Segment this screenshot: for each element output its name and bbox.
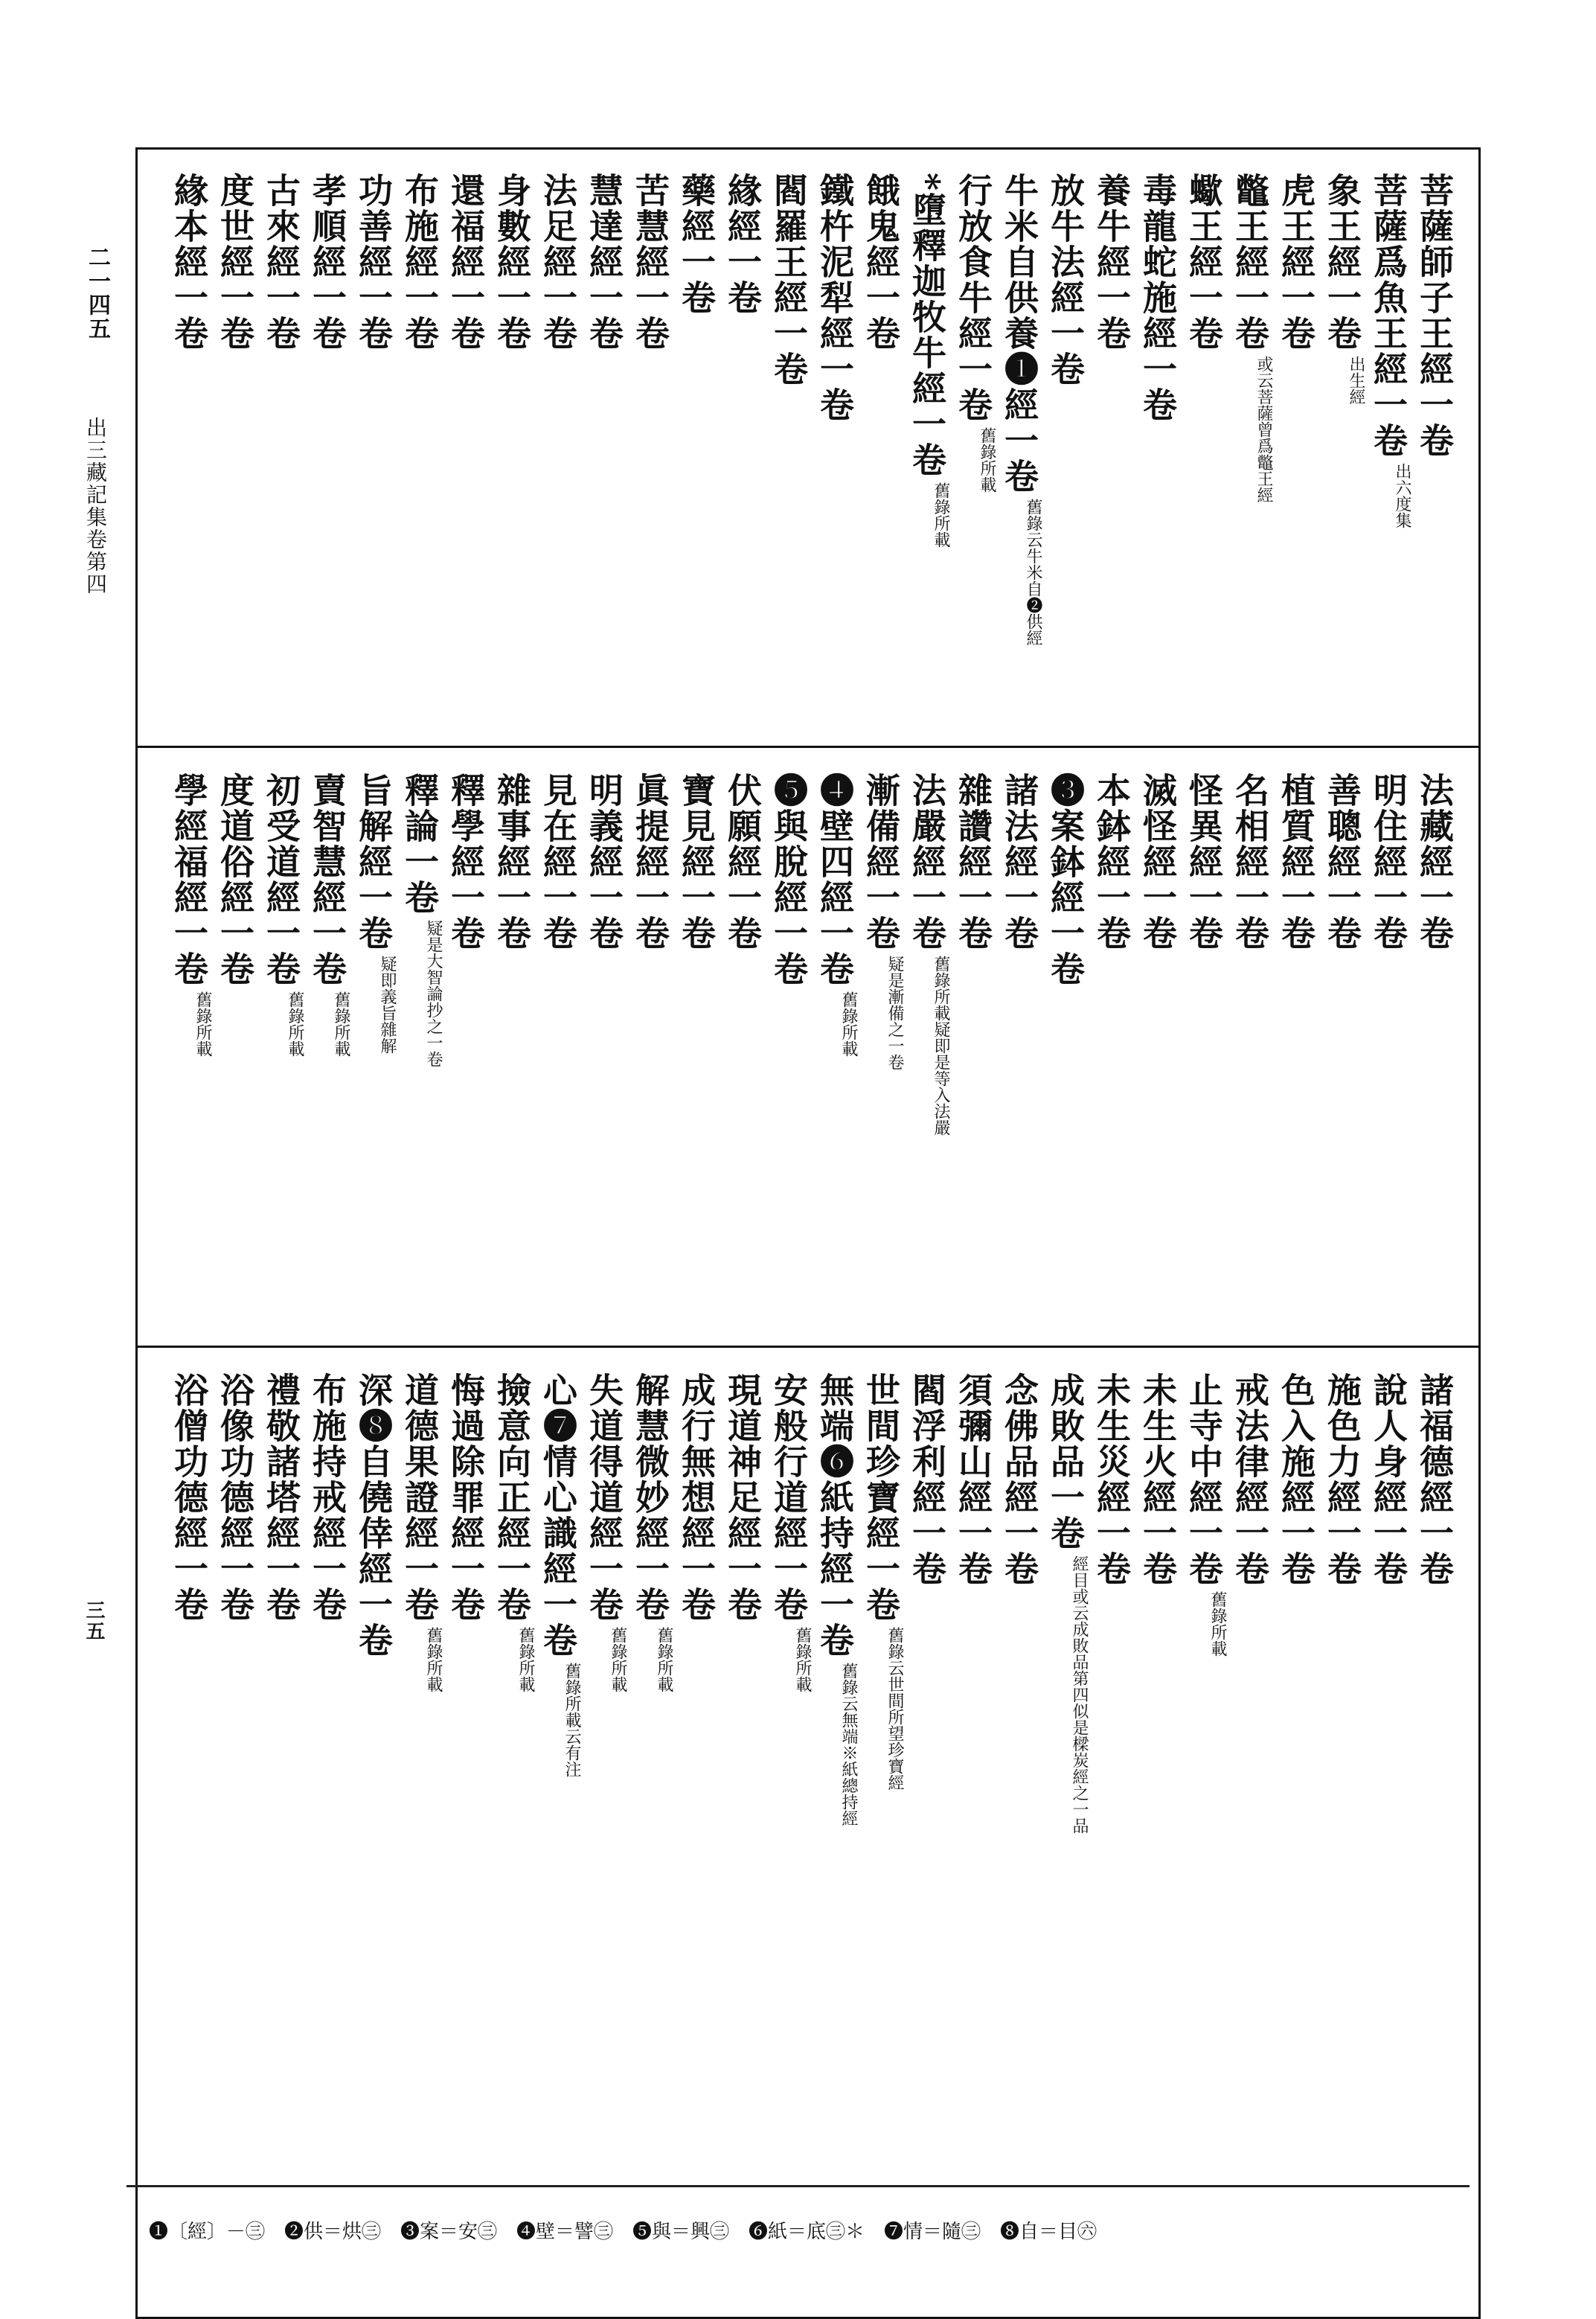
entry-title: 現道神足經一卷	[722, 1372, 763, 1622]
entry-note: 舊錄所載	[1208, 1591, 1227, 1657]
entry-column	[1135, 173, 1180, 738]
entry-title: 本鉢經一卷	[1092, 773, 1132, 951]
entry-column	[951, 773, 996, 1338]
entry-column	[167, 1372, 211, 2312]
entry-column	[1320, 173, 1365, 738]
entry-column	[628, 773, 673, 1338]
entry-title: 初受道經一卷	[261, 773, 301, 987]
entry-note: 舊錄所載	[839, 991, 858, 1057]
entry-column	[674, 173, 719, 738]
entry-column	[766, 173, 811, 738]
entry-title: ❺與脫經一卷	[769, 773, 809, 987]
entry-title: 戒法律經一卷	[1230, 1372, 1270, 1587]
entry-title: 寶見經一卷	[676, 773, 717, 951]
entry-column	[582, 773, 626, 1338]
entry-column	[859, 1372, 903, 2312]
entry-note: 舊錄所載	[978, 427, 996, 493]
entry-title: 色入施經一卷	[1276, 1372, 1316, 1587]
entry-column	[443, 773, 488, 1338]
entry-note: 疑是漸備之一卷	[885, 956, 904, 1070]
entry-title: 旨解經一卷	[353, 773, 394, 951]
entry-title: 止寺中經一卷	[1184, 1372, 1224, 1587]
entry-title: 菩薩師子王經一卷	[1414, 173, 1455, 458]
entry-title: 道德果證經一卷	[400, 1372, 440, 1622]
entry-column	[1274, 173, 1318, 738]
entry-column	[167, 773, 211, 1338]
entry-title: 鐵杵泥犁經一卷	[815, 173, 855, 423]
side-number: 三五	[83, 1600, 105, 1642]
entry-note: 舊錄所載疑即是等入法嚴	[932, 956, 950, 1136]
entry-column	[720, 173, 765, 738]
entry-title: 緣本經一卷	[169, 173, 209, 351]
entry-column	[536, 773, 580, 1338]
entry-column	[1182, 173, 1226, 738]
entry-title: 解慧微妙經一卷	[630, 1372, 670, 1622]
entry-note: 舊錄所載	[424, 1627, 443, 1692]
entry-column	[674, 1372, 719, 2312]
entry-title: 善聰經一卷	[1322, 773, 1362, 951]
entry-title: 苦慧經一卷	[630, 173, 670, 351]
entry-title: 施色力經一卷	[1322, 1372, 1362, 1587]
entry-note: 經目或云成敗品第四似是樑炭經之一品	[1070, 1555, 1089, 1834]
entry-title: 學經福經一卷	[169, 773, 209, 987]
entry-title: 見在經一卷	[538, 773, 578, 951]
entry-column	[259, 173, 304, 738]
entry-column	[1412, 773, 1457, 1338]
entry-column	[213, 1372, 257, 2312]
entry-column	[859, 173, 903, 738]
entry-column	[536, 173, 580, 738]
entry-column	[1412, 1372, 1457, 2312]
entry-title: *墮釋迦牧牛經一卷	[907, 173, 947, 479]
entry-title: 心❼情心識經一卷	[538, 1372, 578, 1658]
entry-note: 疑是大智論抄之一卷	[424, 920, 443, 1067]
entry-title: 眞提經一卷	[630, 773, 670, 951]
entry-column	[905, 1372, 949, 2312]
entry-title: 養牛經一卷	[1092, 173, 1132, 351]
entry-column	[1274, 773, 1318, 1338]
entry-note: 舊錄所載	[193, 991, 212, 1057]
entry-column	[305, 173, 350, 738]
entry-title: 明住經一卷	[1368, 773, 1408, 951]
entry-column	[536, 1372, 580, 2312]
entry-column	[351, 1372, 396, 2312]
entry-title: 諸福德經一卷	[1414, 1372, 1455, 1587]
entry-note: 或云菩薩曾爲鼈王經	[1254, 356, 1273, 503]
entry-column	[997, 773, 1042, 1338]
entry-note: 出六度集	[1393, 463, 1411, 528]
entry-note: 舊錄所載	[516, 1627, 535, 1692]
entry-column	[1089, 173, 1134, 738]
book-title: 出三藏記集卷第四	[83, 417, 108, 595]
entry-title: 身數經一卷	[492, 173, 532, 351]
entry-column	[259, 773, 304, 1338]
entry-note: 舊錄所載	[932, 482, 950, 548]
entry-column	[905, 173, 949, 738]
entry-column	[213, 173, 257, 738]
entry-title: 安般行道經一卷	[769, 1372, 809, 1622]
entry-title: 古來經一卷	[261, 173, 301, 351]
entry-column	[351, 173, 396, 738]
entry-column	[766, 773, 811, 1338]
entry-column	[628, 173, 673, 738]
entry-column	[490, 1372, 534, 2312]
entry-title: 念佛品經一卷	[999, 1372, 1039, 1587]
entry-title: 孝順經一卷	[307, 173, 347, 351]
entry-title: 浴像功德經一卷	[215, 1372, 255, 1622]
entry-title: 成行無想經一卷	[676, 1372, 717, 1622]
entry-column	[1043, 1372, 1088, 2312]
entry-column	[951, 173, 996, 738]
entry-title: 度道俗經一卷	[215, 773, 255, 987]
entry-column	[397, 773, 442, 1338]
entry-title: ❸案鉢經一卷	[1045, 773, 1086, 987]
entry-column	[1366, 1372, 1411, 2312]
entry-column	[1274, 1372, 1318, 2312]
entry-title: 無端❻紙持經一卷	[815, 1372, 855, 1658]
entry-title: 緣經一卷	[722, 173, 763, 316]
entry-column	[1043, 173, 1088, 738]
entry-title: 布施持戒經一卷	[307, 1372, 347, 1622]
entry-column	[951, 1372, 996, 2312]
entry-title: 深❽自僥倖經一卷	[353, 1372, 394, 1658]
bottom-rule-1	[126, 2185, 1470, 2187]
entry-title: 行放食牛經一卷	[953, 173, 993, 423]
entry-column	[259, 1372, 304, 2312]
entry-column	[443, 1372, 488, 2312]
footnotes: ❶〔經〕－㊂ ❷供＝烘㊂ ❸案＝安㊂ ❹壁＝譬㊂ ❺與＝興㊂ ❻紙＝底㊂＊ ❼情＝隨㊂ ❽自＝目㊅	[149, 2221, 1097, 2243]
entry-column	[1135, 1372, 1180, 2312]
entry-title: 慧達經一卷	[584, 173, 624, 351]
entry-title: 法藏經一卷	[1414, 773, 1455, 951]
entry-title: 藥經一卷	[676, 173, 717, 316]
entry-title: 賣智慧經一卷	[307, 773, 347, 987]
entry-column	[1182, 1372, 1226, 2312]
entry-column	[490, 173, 534, 738]
entry-column	[628, 1372, 673, 2312]
entry-column	[1043, 773, 1088, 1338]
entry-title: 餓鬼經一卷	[861, 173, 901, 351]
entry-title: 牛米自供養❶經一卷	[999, 173, 1039, 494]
entry-note: 舊錄所載云有注	[563, 1663, 581, 1777]
entry-title: 怪異經一卷	[1184, 773, 1224, 951]
entry-column	[766, 1372, 811, 2312]
entry-title: 閻羅王經一卷	[769, 173, 809, 387]
entry-title: 諸法經一卷	[999, 773, 1039, 951]
entry-note: 舊錄所載	[286, 991, 304, 1057]
entry-column	[997, 173, 1042, 738]
entry-column	[582, 1372, 626, 2312]
entry-title: 法足經一卷	[538, 173, 578, 351]
entry-column	[582, 173, 626, 738]
entry-column	[859, 773, 903, 1338]
entry-title: 明義經一卷	[584, 773, 624, 951]
entry-title: 虎王經一卷	[1276, 173, 1316, 351]
entry-column	[1228, 773, 1272, 1338]
entry-column	[1182, 773, 1226, 1338]
entry-column	[1320, 773, 1365, 1338]
entry-title: 未生災經一卷	[1092, 1372, 1132, 1587]
entry-column	[397, 173, 442, 738]
entry-title: 悔過除罪經一卷	[446, 1372, 486, 1622]
entry-title: 釋論一卷	[400, 773, 440, 915]
entry-column	[905, 773, 949, 1338]
entry-column	[674, 773, 719, 1338]
entry-title: 象王經一卷	[1322, 173, 1362, 351]
entry-column	[167, 173, 211, 738]
entry-column	[351, 773, 396, 1338]
entry-column	[720, 1372, 765, 2312]
entry-column	[305, 1372, 350, 2312]
entry-column	[1320, 1372, 1365, 2312]
entry-title: 禮敬諸塔經一卷	[261, 1372, 301, 1622]
entry-column	[997, 1372, 1042, 2312]
entry-column	[1228, 1372, 1272, 2312]
entry-column	[397, 1372, 442, 2312]
entry-column	[305, 773, 350, 1338]
entry-column	[1366, 173, 1411, 738]
entry-note: 舊錄云世間所望珍寶經	[885, 1627, 904, 1791]
register-top	[135, 147, 1481, 746]
entry-note: 舊錄云牛米自❷供經	[1024, 499, 1042, 646]
entry-column	[813, 173, 857, 738]
entry-note: 舊錄云無端※紙總持經	[839, 1663, 858, 1826]
entry-note: 舊錄所載	[655, 1627, 673, 1692]
entry-title: 雜事經一卷	[492, 773, 532, 951]
entry-title: 成敗品一卷	[1045, 1372, 1086, 1551]
entry-title: 世間珍寶經一卷	[861, 1372, 901, 1622]
entry-title: 滅怪經一卷	[1138, 773, 1178, 951]
entry-column	[1089, 1372, 1134, 2312]
entry-title: 名相經一卷	[1230, 773, 1270, 951]
page-number: 二一四五	[84, 246, 110, 341]
entry-title: 伏願經一卷	[722, 773, 763, 951]
entry-column	[1228, 173, 1272, 738]
entry-title: 放牛法經一卷	[1045, 173, 1086, 387]
entry-note: 疑即義旨雜解	[378, 956, 397, 1054]
entry-title: 蠍王經一卷	[1184, 173, 1224, 351]
entry-title: 撿意向正經一卷	[492, 1372, 532, 1622]
entry-note: 舊錄所載	[609, 1627, 627, 1692]
entry-title: 須彌山經一卷	[953, 1372, 993, 1587]
entry-title: 浴僧功德經一卷	[169, 1372, 209, 1622]
entry-note: 出生經	[1347, 356, 1365, 405]
entry-column	[1412, 173, 1457, 738]
entry-column	[1089, 773, 1134, 1338]
entry-column	[1135, 773, 1180, 1338]
entry-column	[813, 773, 857, 1338]
entry-title: 功善經一卷	[353, 173, 394, 351]
entry-title: 度世經一卷	[215, 173, 255, 351]
entry-title: 說人身經一卷	[1368, 1372, 1408, 1587]
entry-title: 布施經一卷	[400, 173, 440, 351]
entry-title: 雜讚經一卷	[953, 773, 993, 951]
entry-title: 植質經一卷	[1276, 773, 1316, 951]
entry-title: 毒龍蛇施經一卷	[1138, 173, 1178, 423]
entry-column	[813, 1372, 857, 2312]
entry-column	[443, 173, 488, 738]
entry-title: 漸備經一卷	[861, 773, 901, 951]
entry-note: 舊錄所載	[793, 1627, 812, 1692]
entry-column	[1366, 773, 1411, 1338]
entry-title: 失道得道經一卷	[584, 1372, 624, 1622]
entry-title: 釋學經一卷	[446, 773, 486, 951]
entry-title: 閻浮利經一卷	[907, 1372, 947, 1587]
entry-title: 未生火經一卷	[1138, 1372, 1178, 1587]
entry-column	[720, 773, 765, 1338]
entry-title: 菩薩爲魚王經一卷	[1368, 173, 1408, 458]
entry-column	[213, 773, 257, 1338]
entry-title: 還福經一卷	[446, 173, 486, 351]
entry-title: 法嚴經一卷	[907, 773, 947, 951]
entry-column	[490, 773, 534, 1338]
entry-note: 舊錄所載	[332, 991, 350, 1057]
entry-title: 鼈王經一卷	[1230, 173, 1270, 351]
entry-title: ❹壁四經一卷	[815, 773, 855, 987]
register-middle	[135, 747, 1481, 1346]
register-bottom	[135, 1347, 1481, 2319]
